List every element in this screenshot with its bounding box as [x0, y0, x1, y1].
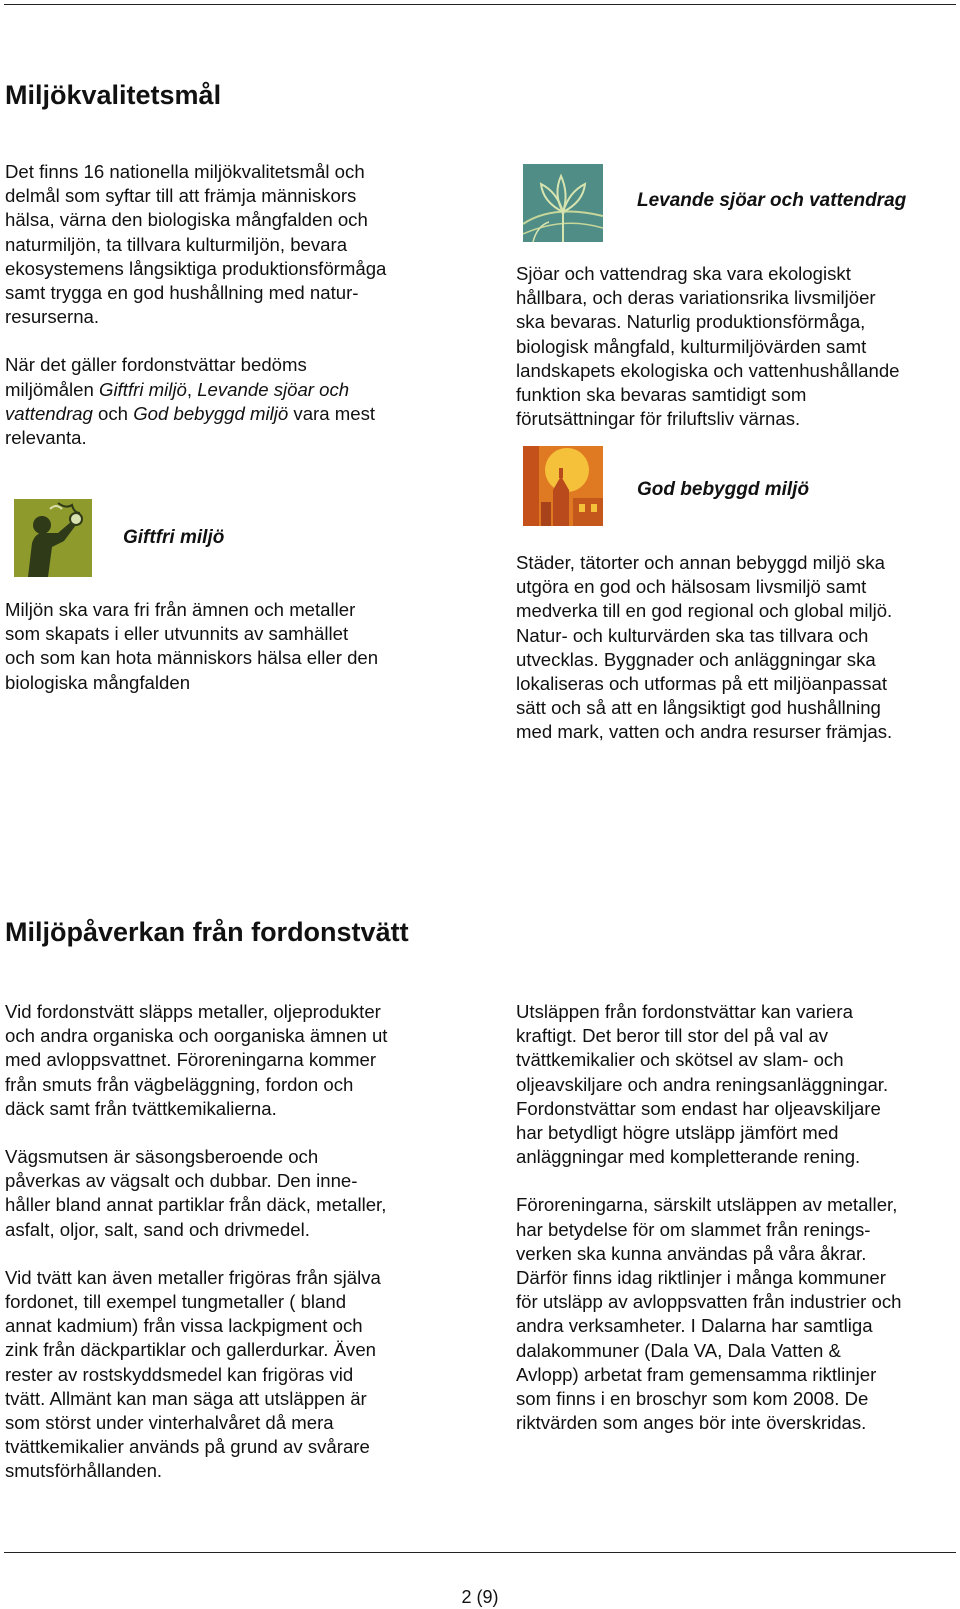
hand-holding-apple-icon [14, 499, 92, 577]
intro-text [5, 160, 475, 450]
intro-paragraph: Det finns 16 nationella miljökvalitetsmål och delmål som syftar till att främja människors hälsa, värna den biologiska mångfalden och naturmiljön, ta tillvara kulturmiljön, bevara ekosystemens långsiktiga produktionsförmåga samt trygga en god hushållning med natur- resurserna. [5, 161, 387, 328]
giftfri-text: Miljön ska vara fri från ämnen och metaller som skapats i eller utvunnits av samhället och som kan hota människors hälsa eller den biologiska mångfalden [5, 599, 379, 693]
levande-text: Sjöar och vattendrag ska vara ekologiskt hållbara, och deras variationsrika livsmiljöer ska bevaras. Naturlig produktionsförmåga, biologisk mångfald, kulturmiljövärden samt landskapets ekologiska och vattenhushållande funktion ska bevaras samtidigt som förutsättningar för friluftsliv värnas. [516, 263, 900, 430]
impact-left-paragraph: Vid tvätt kan även metaller frigöras från själva fordonet, till exempel tungmetaller ( bland annat kadmium) från vissa lackpigment och zink från däckpartiklar och gallerdurkar. Även rester av rostskyddsmedel kan frigöras vid tvätt. Allmänt kan man säga att utsläppen är som störst under vinterhalvåret då mera tvättkemikalier används på grund av svårare smutsförhållanden. [5, 1266, 381, 1482]
impact-left-paragraph: Vägsmutsen är säsongsberoende och påverkas av vägsalt och dubbar. Den inne- håller bland annat partiklar från däck, metaller, asfalt, oljor, salt, sand och drivmedel. [5, 1146, 387, 1240]
goal-bebyggd-ref: God bebyggd miljö [133, 402, 289, 424]
footer-rule [4, 1552, 956, 1553]
section-heading-miljopaverkan: Miljöpåverkan från fordonstvätt [5, 917, 409, 947]
town-buildings-icon [523, 446, 603, 526]
impact-right-paragraph: Utsläppen från fordonstvättar kan variera kraftigt. Det beror till stor del på val av tvättkemikalier och skötsel av slam- och oljeavskiljare och andra reningsanläggningar. Fordonstvättar som endast har oljeavskiljare har betydligt högre utsläpp jämfört med anläggningar med kompletterande rening. [516, 1001, 889, 1168]
impact-left-column [5, 1000, 475, 1484]
goal-giftfri-ref: Giftfri miljö [99, 378, 187, 400]
impact-right-column [516, 1000, 956, 1435]
subheading-god-bebyggd-miljo: God bebyggd miljö [637, 479, 810, 500]
goal-levande-ref: Levande sjöar och [197, 378, 350, 400]
impact-right-paragraph: Föroreningarna, särskilt utsläppen av metaller, har betydelse för om slammet från renings- verken ska kunna användas på våra åkrar. Därför finns idag riktlinjer i många kommuner för utsläpp av avloppsvatten från industrier och andra verksamheter. I Dalarna har samtliga dalakommuner (Dala VA, Dala Vatten & Avlopp) arbetat fram gemensamma riktlinjer som finns i en broschyr som kom 2008. De riktvärden som anges bör inte överskridas. [516, 1194, 902, 1434]
water-lily-icon [523, 164, 603, 242]
section-heading-miljokvalitetsmal: Miljökvalitetsmål [5, 80, 222, 110]
subheading-giftfri-miljo: Giftfri miljö [123, 527, 225, 548]
top-rule [4, 4, 956, 5]
impact-left-paragraph: Vid fordonstvätt släpps metaller, oljeprodukter och andra organiska och oorganiska ämnen ut med avloppsvattnet. Föroreningarna kommer från smuts från vägbeläggning, fordon och däck samt från tvättkemikalierna. [5, 1001, 388, 1119]
relevance-paragraph: När det gäller fordonstvättar bedöms miljömålen Giftfri miljö, Levande sjöar och vattendrag och God bebyggd miljö vara mest relevanta. [5, 354, 376, 449]
subheading-levande-sjoar: Levande sjöar och vattendrag [637, 190, 907, 211]
page-number: 2 (9) [461, 1587, 499, 1607]
bebyggd-text: Städer, tätorter och annan bebyggd miljö ska utgöra en god och hälsosam livsmiljö samt medverka till en god regional och global miljö. Natur- och kulturvärden ska tas tillvara och utvecklas. Byggnader och anläggningar ska lokaliseras och utformas på ett miljöanpassat sätt och så att en långsiktigt god hushållning med mark, vatten och andra resurser främjas. [516, 552, 893, 743]
